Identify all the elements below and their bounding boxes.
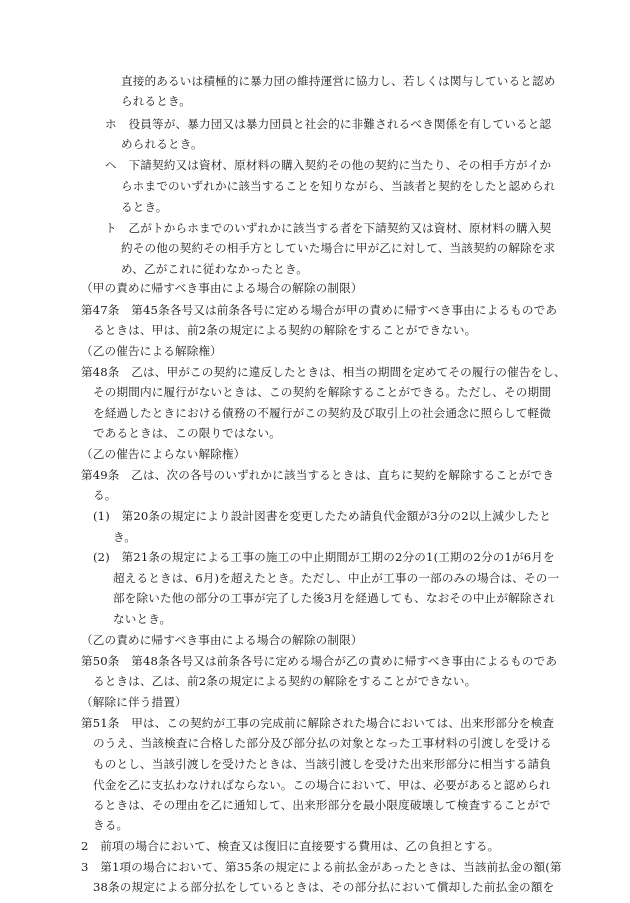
- text-line: であるときは、この限りではない。: [93, 426, 281, 441]
- text-line: を経過したときにおける債務の不履行がこの契約及び取引上の社会通念に照らして軽微: [93, 405, 552, 420]
- text-line: らホまでのいずれかに該当することを知りながら、当該者と契約をしたと認められ: [121, 179, 556, 194]
- article-49: 第49条 乙は、次の各号のいずれかに該当するときは、直ちに契約を解除することができ: [81, 467, 555, 482]
- text-line: ヘ 下請契約又は資材、原材料の購入契約その他の契約に当たり、その相手方がイか: [105, 158, 552, 173]
- list-item-2: (2) 第21条の規定による工事の施工の中止期間が工期の2分の1(工期の2分の1が6月を: [93, 550, 555, 565]
- text-line: るとき。: [121, 199, 168, 214]
- text-line: ト 乙がトからホまでのいずれかに該当する者を下請契約又は資材、原材料の購入契: [105, 220, 552, 235]
- list-item-1: (1) 第20条の規定により設計図書を変更したため請負代金額が3分の2以上減少したと: [93, 508, 552, 523]
- article-51: 第51条 甲は、この契約が工事の完成前に解除された場合においては、出来形部分を検査: [81, 716, 555, 731]
- text-line: その期間内に履行がないときは、この契約を解除することができる。ただし、その期間: [93, 384, 552, 399]
- paragraph-2: 2 前項の場合において、検査又は復旧に直接要する費用は、乙の負担とする。: [81, 839, 500, 854]
- text-line: 約その他の契約その相手方としていた場合に甲が乙に対して、当該契約の解除を求: [121, 240, 556, 255]
- text-line: められるとき。: [121, 136, 203, 151]
- text-line: るときは、甲は、前2条の規定による契約の解除をすることができない。: [93, 323, 477, 337]
- text-line: るときは、乙は、前2条の規定による契約の解除をすることができない。: [93, 674, 477, 689]
- text-line: ホ 役員等が、暴力団又は暴力団員と社会的に非難されるべき関係を有していると認: [105, 116, 552, 131]
- text-line: 超えるときは、6月)を超えたとき。ただし、中止が工事の一部のみの場合は、その一: [113, 571, 560, 586]
- text-line: 代金を乙に支払わなければならない。この場合において、甲は、必要があると認められ: [93, 777, 551, 792]
- section-heading: （解除に伴う措置）: [81, 695, 187, 710]
- text-line: るときは、その理由を乙に通知して、出来形部分を最小限度破壊して検査することがで: [93, 797, 551, 812]
- section-heading: （甲の責めに帰すべき事由による場合の解除の制限）: [81, 281, 363, 296]
- text-line: き。: [113, 529, 137, 544]
- text-line: きる。: [93, 818, 129, 833]
- article-48: 第48条 乙は、甲がこの契約に違反したときは、相当の期間を定めてその履行の催告をし、: [81, 364, 566, 379]
- text-line: め、乙がこれに従わなかったとき。: [121, 261, 308, 276]
- text-line: 直接的あるいは積極的に暴力団の維持運営に協力し、若しくは関与していると認め: [121, 74, 556, 88]
- article-50: 第50条 第48条各号又は前条各号に定める場合が乙の責めに帰すべき事由によるものであ: [81, 653, 558, 668]
- text-line: のうえ、当該検査に合格した部分及び部分払の対象となった工事材料の引渡しを受ける: [93, 736, 552, 750]
- paragraph-3: 3 第1項の場合において、第35条の規定による前払金があったときは、当該前払金の額(第: [81, 860, 562, 875]
- section-heading: （乙の催告による解除権）: [81, 343, 222, 358]
- article-47: 第47条 第45条各号又は前条各号に定める場合が甲の責めに帰すべき事由によるものであ: [81, 303, 558, 318]
- section-heading: （乙の責めに帰すべき事由による場合の解除の制限）: [81, 632, 363, 647]
- text-line: られるとき。: [121, 93, 191, 108]
- text-line: 部を除いた他の部分の工事が完了した後3月を経過しても、なおその中止が解除され: [113, 591, 556, 606]
- text-line: ないとき。: [113, 611, 172, 626]
- text-line: ものとし、当該引渡しを受けたときは、当該引渡しを受けた出来形部分に相当する請負: [93, 756, 552, 771]
- text-line: 38条の規定による部分払をしているときは、その部分払において償却した前払金の額を: [93, 880, 555, 894]
- section-heading: （乙の催告によらない解除権）: [81, 447, 246, 462]
- text-line: る。: [93, 487, 117, 502]
